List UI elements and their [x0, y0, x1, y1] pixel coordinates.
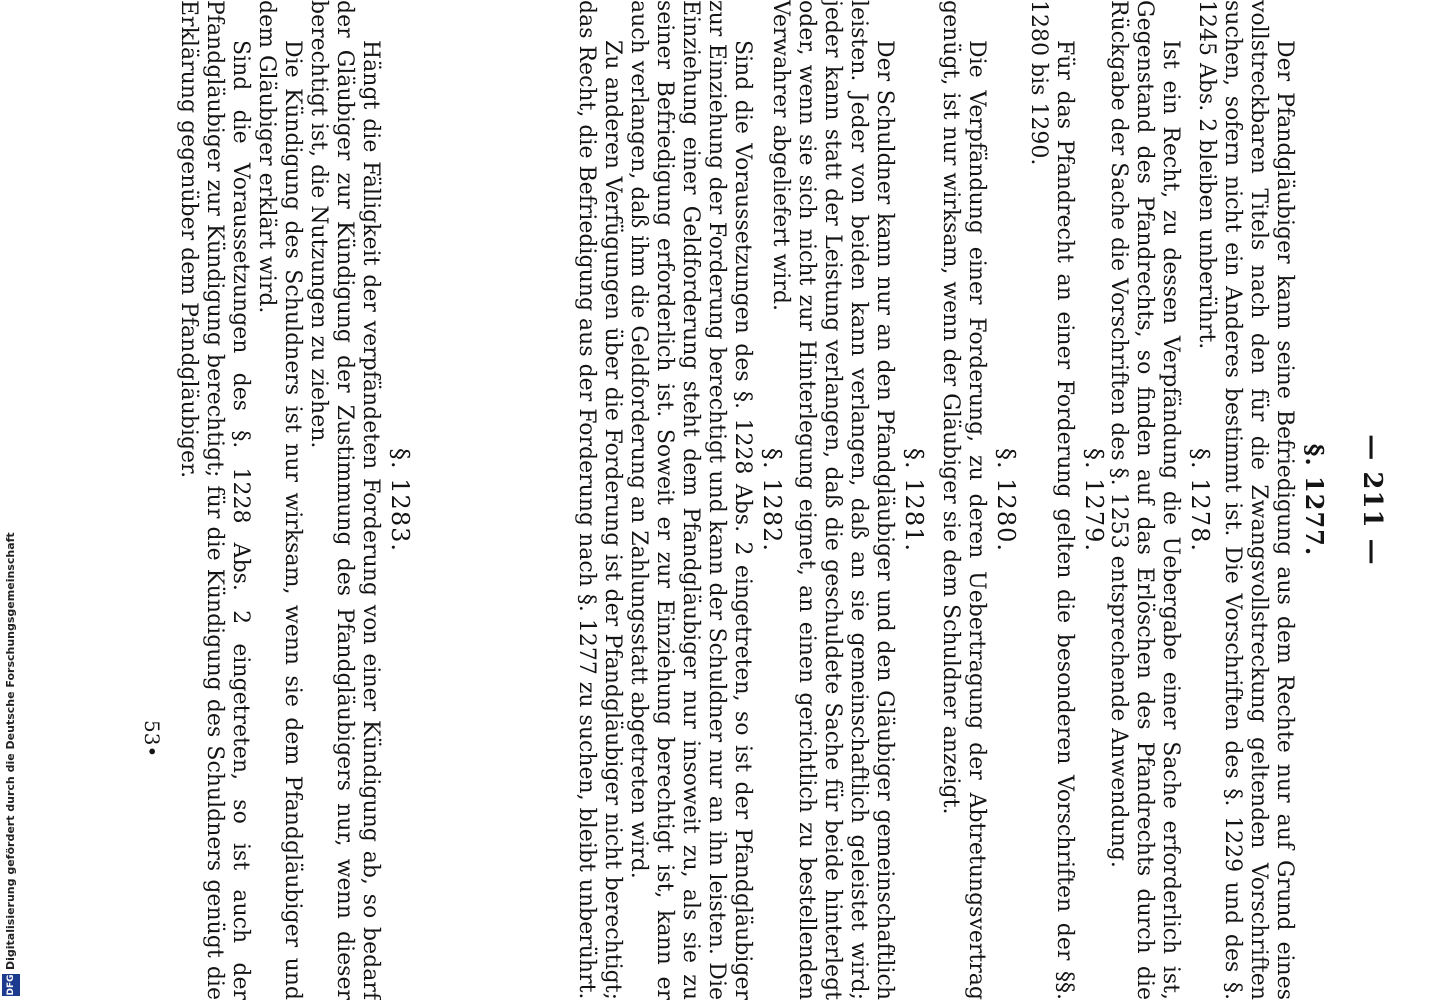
section-paragraph: Der Pfandgläubiger kann seine Befriedigung aus dem Rechte nur auf Grund eines vollstreckbaren Titels nach den für die Zwangsvollstreckung geltenden Vorschriften suchen, sofern nicht ein Anderes bestimmt ist. Die Vorschriften des §. 1229 und des §. 1245 Abs. 2 bleiben unberührt. [1194, 0, 1297, 1000]
section-title: §. 1278. [1186, 448, 1214, 552]
dfg-credit-text: Digitalisierung gefördert durch die Deutsche Forschungsgemeinschaft [4, 532, 17, 970]
page-content [40, 0, 1385, 1000]
section-title: §. 1279. [1080, 448, 1108, 552]
dfg-logo-icon: DFG [2, 974, 20, 996]
section-paragraph: Ist ein Recht, zu dessen Verpfändung die Uebergabe einer Sache erforderlich ist, Gegenstand des Pfandrechts, so finden auf das Erlöschen des Pfandrechts durch die Rückgabe der Sache die Vorschriften des §. 1253 entsprechende Anwendung. [1106, 0, 1183, 1000]
section-paragraph: Die Verpfändung einer Forderung, zu deren Uebertragung der Abtretungsvertrag genügt, ist nur wirksam, wenn der Gläubiger sie dem Schuldner anzeigt. [938, 0, 989, 1000]
signature-mark: 53• [140, 720, 164, 758]
section-title: §. 1281. [900, 448, 928, 552]
section-title: §. 1280. [992, 448, 1020, 552]
section-title: §. 1283. [386, 448, 414, 552]
section-paragraph: Hängt die Fälligkeit der verpfändeten Forderung von einer Kündigung ab, so bedarf der Gläubiger zur Kündigung der Zustimmung des Pfandgläubigers nur, wenn dieser berechtigt ist, die Nutzungen zu ziehen. [306, 0, 383, 1000]
section-paragraph: Für das Pfandrecht an einer Forderung gelten die besonderen Vorschriften der §§. 1280 bis 1290. [1026, 0, 1077, 1000]
section-1282 [573, 0, 785, 1000]
section-paragraph: Zu anderen Verfügungen über die Forderung ist der Pfandgläubiger nicht berechtigt; das Recht, die Befriedigung aus der Forderung nach §. 1277 zu suchen, bleibt unberührt. [574, 0, 625, 1000]
section-paragraph: Der Schuldner kann nur an den Pfandgläubiger und den Gläubiger gemeinschaftlich leisten. Jeder von beiden kann verlangen, daß an sie gemeinschaftlich geleistet wird; jeder kann statt der Leistung verlangen, daß die geschuldete Sache für beide hinterlegt oder, wenn sie sich nicht zur Hinterlegung eignet, an einen gerichtlich zu bestellenden Verwahrer abgeliefert wird. [768, 0, 897, 1000]
section-title: §. 1282. [758, 448, 786, 552]
page-number: — 211 — [1357, 434, 1387, 566]
section-paragraph: Sind die Voraussetzungen des §. 1228 Abs. 2 eingetreten, so ist der Pfandgläubiger zur Einziehung der Forderung berechtigt und kann der Schuldner nur an ihn leisten. Die Einziehung einer Geldforderung steht dem Pfandgläubiger nur insoweit zu, als sie zu seiner Befriedigung erforderlich ist. Soweit er zur Einziehung berechtigt ist, kann er auch verlangen, daß ihm die Geldforderung an Zahlungsstatt abgetreten wird. [626, 0, 755, 1000]
section-1279 [1025, 0, 1107, 1000]
section-title: §. 1277. [1300, 443, 1329, 557]
dfg-side-note [0, 0, 24, 1000]
section-paragraph: Die Kündigung des Schuldners ist nur wirksam, wenn sie dem Pfandgläubiger und dem Gläubiger erklärt wird. [254, 0, 305, 1000]
section-1280 [937, 0, 1019, 1000]
section-1278 [1105, 0, 1213, 1000]
section-1281 [767, 0, 927, 1000]
section-1283 [175, 0, 413, 1000]
section-paragraph: Sind die Voraussetzungen des §. 1228 Abs. 2 eingetreten, so ist auch der Pfandgläubiger zur Kündigung berechtigt; für die Kündigung des Schuldners genügt die Erklärung gegenüber dem Pfandgläubiger. [176, 0, 253, 1000]
